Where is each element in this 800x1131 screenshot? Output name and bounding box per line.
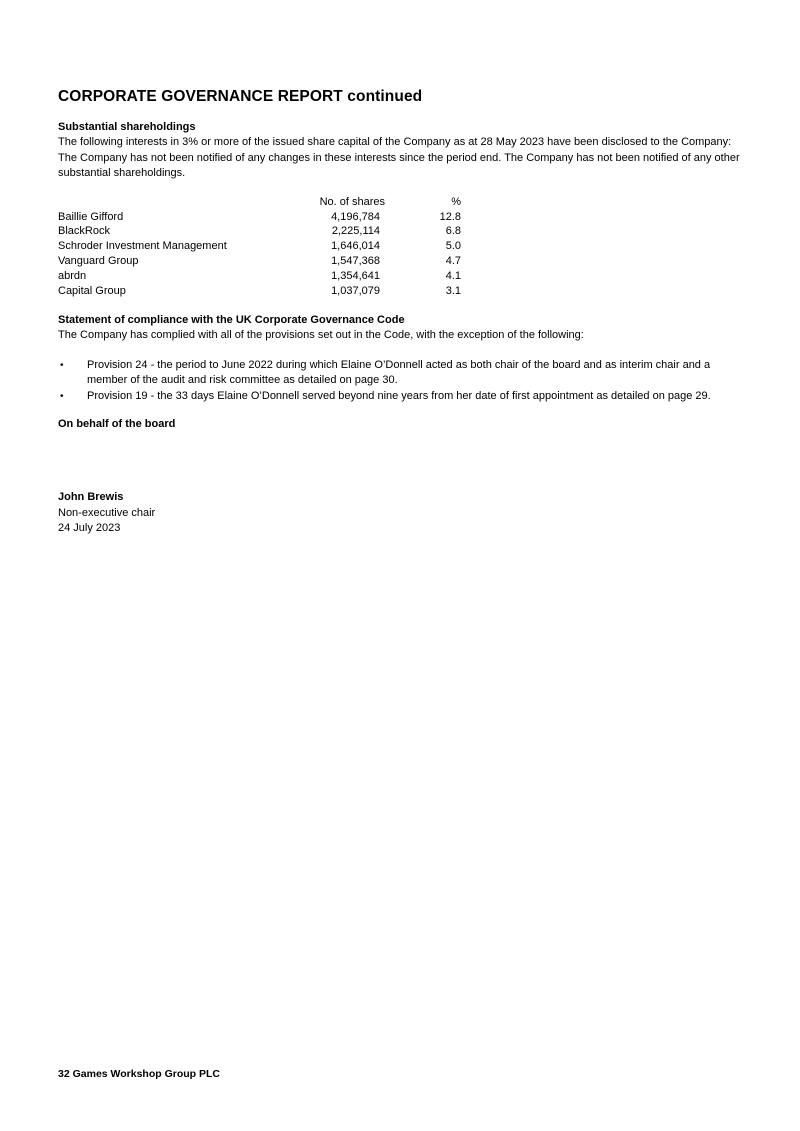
signatory-role: Non-executive chair [58, 506, 156, 519]
compliance-bullet-list [58, 358, 726, 405]
table-row [58, 269, 461, 284]
shareholder-name: Baillie Gifford [58, 210, 124, 223]
shareholder-shares: 1,037,079 [331, 285, 380, 298]
table-row [58, 210, 461, 225]
shareholder-percent: 4.1 [445, 270, 461, 283]
shareholder-percent: 4.7 [445, 255, 461, 268]
shareholder-percent: 6.8 [445, 225, 461, 238]
compliance-heading: Statement of compliance with the UK Corporate Governance Code [58, 313, 405, 326]
shareholder-name: Vanguard Group [58, 255, 139, 268]
table-row [58, 239, 461, 254]
page-footer: 32 Games Workshop Group PLC [58, 1068, 221, 1080]
on-behalf-line: On behalf of the board [58, 417, 176, 430]
shareholder-percent: 12.8 [439, 210, 461, 223]
shareholdings-intro: The following interests in 3% or more of the issued share capital of the Company as at 28 May 2023 have been disclosed to the Company: The Company has not been notified of any changes in these interests since the period end. The Company has not been notified of any other substantial shareholdings. [58, 136, 740, 180]
shareholder-shares: 4,196,784 [331, 210, 380, 223]
list-item [58, 358, 726, 389]
table-row [58, 284, 461, 299]
shareholder-shares: 1,646,014 [331, 240, 380, 253]
page-title: CORPORATE GOVERNANCE REPORT continued [58, 88, 423, 105]
shareholder-shares: 1,354,641 [331, 270, 380, 283]
shareholder-shares: 2,225,114 [331, 225, 380, 238]
shareholder-name: abrdn [58, 270, 87, 283]
bullet-icon: • [60, 359, 64, 371]
header-name-cell [58, 195, 270, 210]
shareholder-percent: 3.1 [445, 285, 461, 298]
bullet-icon: • [60, 391, 64, 403]
signatory-name: John Brewis [58, 491, 124, 504]
page-content [58, 87, 742, 537]
shareholdings-heading: Substantial shareholdings [58, 121, 196, 133]
table-row [58, 254, 461, 269]
header-shares-cell: No. of shares [319, 195, 385, 208]
shareholder-percent: 5.0 [445, 240, 461, 253]
shareholder-shares: 1,547,368 [331, 255, 380, 268]
bullet-text: Provision 19 - the 33 days Elaine O’Donnell served beyond nine years from her date of first appointment as detailed on page 29. [87, 390, 711, 403]
table-row [58, 224, 461, 239]
table-header-row [58, 195, 461, 210]
shareholder-name: Capital Group [58, 285, 126, 298]
list-item [58, 389, 726, 405]
compliance-intro: The Company has complied with all of the provisions set out in the Code, with the exception of the following: [58, 329, 584, 342]
header-percent-cell: % [451, 195, 461, 208]
bullet-text: Provision 24 - the period to June 2022 during which Elaine O’Donnell acted as both chair of the board and as interim chair and a member of the audit and risk committee as detailed on page 30. [87, 358, 711, 387]
signoff-date: 24 July 2023 [58, 522, 121, 535]
shareholder-name: BlackRock [58, 225, 110, 238]
shareholdings-table [58, 195, 461, 299]
shareholder-name: Schroder Investment Management [58, 240, 227, 253]
